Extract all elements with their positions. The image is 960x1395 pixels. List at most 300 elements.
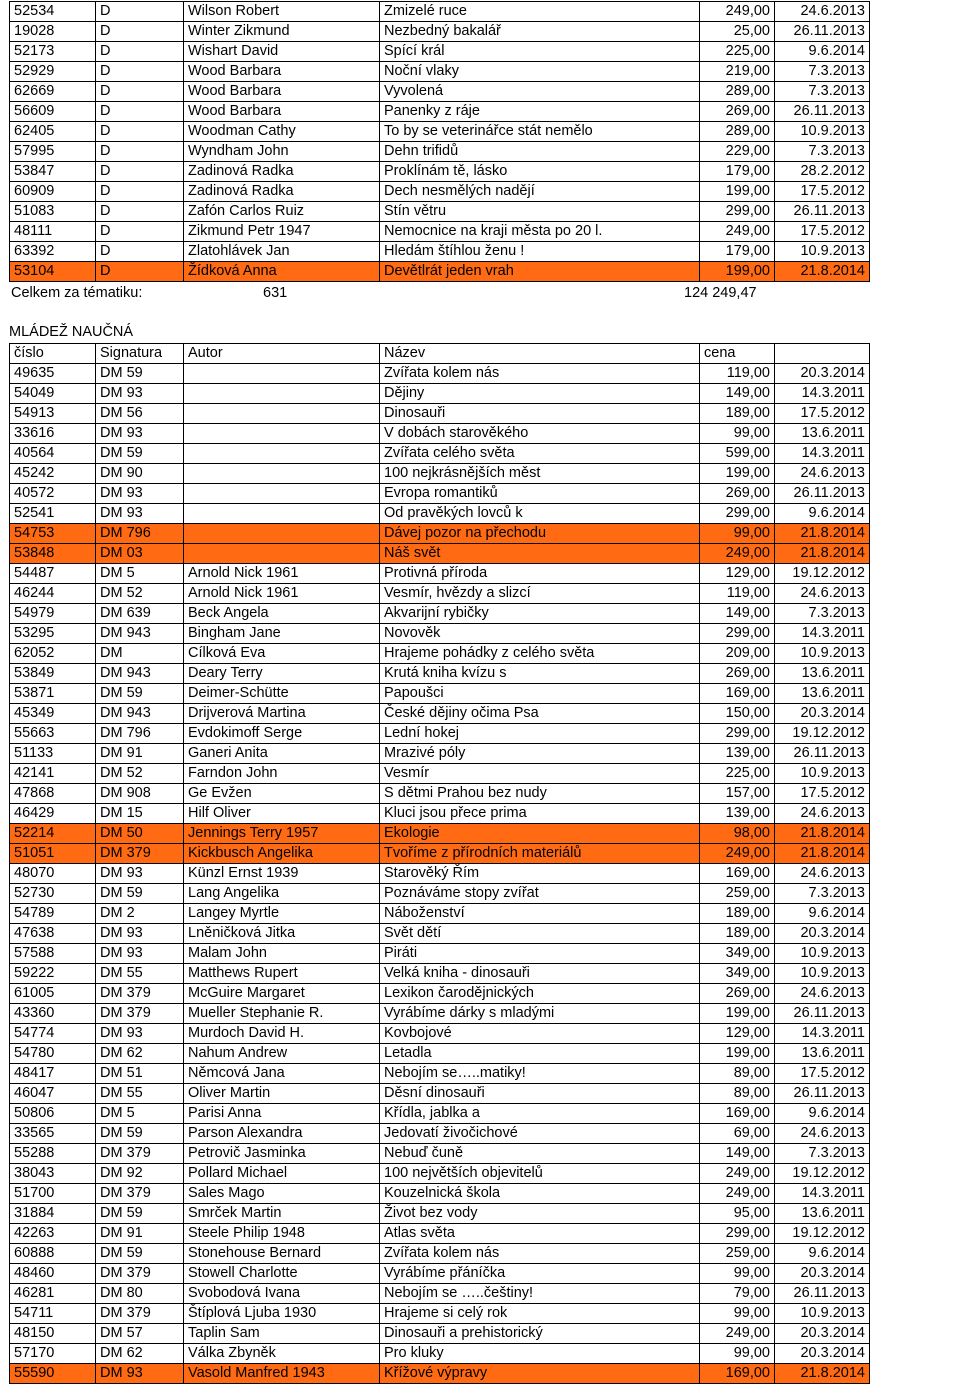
cell-id: 46429 [10,804,96,824]
cell-signature: DM 90 [96,464,184,484]
table-row [10,1184,870,1204]
cell-price: 169,00 [700,684,775,704]
cell-id: 60888 [10,1244,96,1264]
cell-id: 57588 [10,944,96,964]
table-row [10,544,870,564]
cell-title: Křídla, jablka a [380,1104,700,1124]
section-title: MLÁDEŽ NAUČNÁ [9,324,134,340]
cell-date: 24.6.2013 [775,584,870,604]
cell-author: McGuire Margaret [184,984,380,1004]
cell-author: Wood Barbara [184,102,380,122]
cell-signature: DM 943 [96,704,184,724]
cell-id: 40564 [10,444,96,464]
cell-date: 7.3.2013 [775,82,870,102]
cell-author: Beck Angela [184,604,380,624]
table-row [10,1024,870,1044]
table-row [10,162,870,182]
cell-author: Svobodová Ivana [184,1284,380,1304]
cell-id: 54780 [10,1044,96,1064]
cell-author [184,404,380,424]
cell-price: 209,00 [700,644,775,664]
cell-id: 40572 [10,484,96,504]
cell-signature: D [96,242,184,262]
cell-author: Malam John [184,944,380,964]
cell-author: Wood Barbara [184,62,380,82]
table-row [10,924,870,944]
cell-signature: DM 59 [96,884,184,904]
cell-price: 289,00 [700,82,775,102]
cell-author: Stowell Charlotte [184,1264,380,1284]
cell-signature: DM 379 [96,1004,184,1024]
cell-id: 31884 [10,1204,96,1224]
cell-price: 225,00 [700,42,775,62]
cell-id: 56609 [10,102,96,122]
cell-price: 129,00 [700,1024,775,1044]
cell-author: Lang Angelika [184,884,380,904]
cell-date: 13.6.2011 [775,664,870,684]
cell-date: 20.3.2014 [775,704,870,724]
cell-date: 24.6.2013 [775,2,870,22]
table-row [10,1064,870,1084]
cell-signature: DM 52 [96,764,184,784]
cell-title: Život bez vody [380,1204,700,1224]
cell-signature: DM 91 [96,744,184,764]
cell-id: 47638 [10,924,96,944]
cell-date: 7.3.2013 [775,1144,870,1164]
cell-price: 599,00 [700,444,775,464]
cell-price: 349,00 [700,944,775,964]
cell-author: Steele Philip 1948 [184,1224,380,1244]
cell-date: 20.3.2014 [775,1264,870,1284]
cell-id: 62405 [10,122,96,142]
cell-author: Künzl Ernst 1939 [184,864,380,884]
cell-id: 54979 [10,604,96,624]
table-row [10,1004,870,1024]
cell-date: 21.8.2014 [775,544,870,564]
table-row [10,262,870,282]
cell-id: 59222 [10,964,96,984]
cell-id: 45242 [10,464,96,484]
table-row [10,864,870,884]
cell-signature: DM 59 [96,1124,184,1144]
table-row [10,1124,870,1144]
cell-date: 26.11.2013 [775,102,870,122]
cell-title: Vesmír, hvězdy a slizcí [380,584,700,604]
cell-title: Panenky z ráje [380,102,700,122]
table-row [10,744,870,764]
table-row [10,764,870,784]
table-row [10,1104,870,1124]
cell-author: Zadinová Radka [184,182,380,202]
cell-date: 10.9.2013 [775,964,870,984]
cell-date: 9.6.2014 [775,1104,870,1124]
cell-date: 28.2.2012 [775,162,870,182]
header-author: Autor [184,344,380,364]
cell-author [184,484,380,504]
cell-signature: DM 379 [96,984,184,1004]
table-row [10,1264,870,1284]
cell-date: 20.3.2014 [775,1324,870,1344]
table-row [10,644,870,664]
table-row [10,444,870,464]
cell-date: 14.3.2011 [775,384,870,404]
cell-date: 10.9.2013 [775,242,870,262]
cell-title: Dehn trifidů [380,142,700,162]
cell-signature: DM 59 [96,684,184,704]
cell-signature: DM 59 [96,444,184,464]
summary-label: Celkem za tématiku: [11,285,143,301]
cell-title: To by se veterinářce stát nemělo [380,122,700,142]
cell-id: 33565 [10,1124,96,1144]
table-row [10,584,870,604]
cell-author: Parisi Anna [184,1104,380,1124]
table-row [10,804,870,824]
cell-title: Hrajeme si celý rok [380,1304,700,1324]
cell-price: 99,00 [700,524,775,544]
cell-author: Wishart David [184,42,380,62]
cell-title: Mrazivé póly [380,744,700,764]
cell-signature: DM 796 [96,724,184,744]
cell-price: 95,00 [700,1204,775,1224]
cell-title: Ekologie [380,824,700,844]
cell-price: 249,00 [700,2,775,22]
cell-title: Proklínám tě, lásko [380,162,700,182]
cell-price: 249,00 [700,1184,775,1204]
cell-price: 189,00 [700,924,775,944]
table-row [10,984,870,1004]
table-row [10,1304,870,1324]
cell-id: 19028 [10,22,96,42]
cell-date: 17.5.2012 [775,404,870,424]
cell-id: 57170 [10,1344,96,1364]
cell-author: Parson Alexandra [184,1124,380,1144]
cell-title: Hledám štíhlou ženu ! [380,242,700,262]
cell-author: Petrovič Jasminka [184,1144,380,1164]
cell-price: 179,00 [700,162,775,182]
table-header-row [10,344,870,364]
table-row [10,704,870,724]
cell-date: 20.3.2014 [775,364,870,384]
cell-date: 24.6.2013 [775,984,870,1004]
cell-price: 129,00 [700,564,775,584]
table-row [10,1244,870,1264]
cell-price: 169,00 [700,1104,775,1124]
cell-date: 24.6.2013 [775,864,870,884]
cell-price: 199,00 [700,1004,775,1024]
cell-price: 89,00 [700,1084,775,1104]
table-row [10,202,870,222]
cell-price: 219,00 [700,62,775,82]
cell-title: Protivná příroda [380,564,700,584]
cell-title: Svět dětí [380,924,700,944]
cell-date: 21.8.2014 [775,824,870,844]
table-row [10,784,870,804]
cell-id: 60909 [10,182,96,202]
cell-title: Vyrábíme dárky s mladými [380,1004,700,1024]
cell-author: Válka Zbyněk [184,1344,380,1364]
cell-signature: DM 379 [96,1264,184,1284]
cell-title: Nebuď čuně [380,1144,700,1164]
cell-signature: DM 93 [96,1364,184,1384]
cell-title: Zvířata celého světa [380,444,700,464]
table-row [10,684,870,704]
cell-date: 19.12.2012 [775,1224,870,1244]
cell-id: 63392 [10,242,96,262]
cell-date: 17.5.2012 [775,222,870,242]
cell-title: Vyrábíme přáníčka [380,1264,700,1284]
cell-id: 42141 [10,764,96,784]
cell-signature: D [96,142,184,162]
cell-price: 269,00 [700,102,775,122]
table-row [10,604,870,624]
cell-date: 17.5.2012 [775,1064,870,1084]
cell-title: Dávej pozor na přechodu [380,524,700,544]
table-row [10,404,870,424]
cell-title: Pro kluky [380,1344,700,1364]
cell-title: Atlas světa [380,1224,700,1244]
cell-signature: DM 55 [96,1084,184,1104]
cell-price: 269,00 [700,484,775,504]
cell-title: Nebojím se …..češtiny! [380,1284,700,1304]
cell-signature: DM [96,644,184,664]
cell-title: Devětlrát jeden vrah [380,262,700,282]
cell-title: Jedovatí živočichové [380,1124,700,1144]
cell-title: Dech nesmělých nadějí [380,182,700,202]
cell-price: 149,00 [700,604,775,624]
cell-price: 249,00 [700,1164,775,1184]
cell-author: Mueller Stephanie R. [184,1004,380,1024]
cell-title: Papoušci [380,684,700,704]
table-row [10,464,870,484]
cell-author: Zikmund Petr 1947 [184,222,380,242]
cell-price: 299,00 [700,504,775,524]
cell-author [184,464,380,484]
cell-author: Hilf Oliver [184,804,380,824]
table-row [10,624,870,644]
cell-date: 26.11.2013 [775,1004,870,1024]
cell-date: 21.8.2014 [775,524,870,544]
cell-title: Náboženství [380,904,700,924]
cell-title: Stín větru [380,202,700,222]
cell-author: Winter Zikmund [184,22,380,42]
cell-author: Langey Myrtle [184,904,380,924]
cell-date: 20.3.2014 [775,1344,870,1364]
header-price: cena [700,344,775,364]
cell-signature: DM 93 [96,924,184,944]
cell-signature: D [96,262,184,282]
cell-author: Jennings Terry 1957 [184,824,380,844]
cell-author: Arnold Nick 1961 [184,584,380,604]
cell-signature: DM 62 [96,1344,184,1364]
cell-author [184,424,380,444]
header-date [775,344,870,364]
cell-date: 21.8.2014 [775,1364,870,1384]
cell-author: Taplin Sam [184,1324,380,1344]
cell-price: 289,00 [700,122,775,142]
header-signature: Signatura [96,344,184,364]
cell-date: 17.5.2012 [775,182,870,202]
cell-author: Kickbusch Angelika [184,844,380,864]
cell-price: 229,00 [700,142,775,162]
cell-author: Smrček Martin [184,1204,380,1224]
cell-id: 46281 [10,1284,96,1304]
table-row [10,1164,870,1184]
cell-title: Piráti [380,944,700,964]
cell-id: 54711 [10,1304,96,1324]
cell-signature: DM 379 [96,1304,184,1324]
cell-signature: DM 93 [96,1024,184,1044]
cell-price: 199,00 [700,464,775,484]
cell-signature: DM 93 [96,864,184,884]
cell-date: 24.6.2013 [775,804,870,824]
table-row [10,1044,870,1064]
table-row [10,884,870,904]
cell-price: 139,00 [700,744,775,764]
cell-date: 19.12.2012 [775,564,870,584]
cell-author: Cílková Eva [184,644,380,664]
cell-signature: D [96,42,184,62]
cell-author: Lněničková Jitka [184,924,380,944]
cell-price: 299,00 [700,202,775,222]
cell-date: 26.11.2013 [775,1084,870,1104]
cell-author: Oliver Martin [184,1084,380,1104]
cell-price: 199,00 [700,182,775,202]
cell-date: 13.6.2011 [775,1044,870,1064]
cell-title: Evropa romantiků [380,484,700,504]
cell-price: 99,00 [700,1344,775,1364]
summary-total: 124 249,47 [684,285,757,301]
cell-id: 54913 [10,404,96,424]
cell-signature: DM 92 [96,1164,184,1184]
table-row [10,1144,870,1164]
cell-id: 54789 [10,904,96,924]
cell-signature: DM 59 [96,1244,184,1264]
cell-price: 299,00 [700,1224,775,1244]
table-row [10,964,870,984]
cell-id: 52173 [10,42,96,62]
cell-date: 26.11.2013 [775,744,870,764]
table-row [10,844,870,864]
cell-id: 48111 [10,222,96,242]
cell-price: 189,00 [700,904,775,924]
cell-date: 24.6.2013 [775,464,870,484]
cell-author: Sales Mago [184,1184,380,1204]
table-row [10,504,870,524]
cell-signature: D [96,222,184,242]
cell-author: Arnold Nick 1961 [184,564,380,584]
cell-date: 9.6.2014 [775,904,870,924]
table-row [10,564,870,584]
cell-price: 149,00 [700,384,775,404]
cell-price: 89,00 [700,1064,775,1084]
table-youth-nonfiction [9,343,870,1384]
cell-signature: DM 15 [96,804,184,824]
cell-author: Matthews Rupert [184,964,380,984]
table-row [10,484,870,504]
cell-signature: DM 379 [96,1144,184,1164]
cell-signature: DM 59 [96,1204,184,1224]
cell-id: 53104 [10,262,96,282]
cell-date: 13.6.2011 [775,424,870,444]
header-id: číslo [10,344,96,364]
table-row [10,142,870,162]
cell-signature: DM 93 [96,484,184,504]
cell-date: 21.8.2014 [775,262,870,282]
cell-id: 51083 [10,202,96,222]
cell-title: Dinosauři a prehistorický [380,1324,700,1344]
table-row [10,1224,870,1244]
cell-id: 51051 [10,844,96,864]
cell-author: Nahum Andrew [184,1044,380,1064]
table-row [10,944,870,964]
cell-title: Akvarijní rybičky [380,604,700,624]
cell-author: Wyndham John [184,142,380,162]
cell-date: 14.3.2011 [775,1024,870,1044]
cell-price: 119,00 [700,584,775,604]
cell-id: 54487 [10,564,96,584]
table-row [10,524,870,544]
cell-signature: D [96,122,184,142]
table-row [10,1084,870,1104]
cell-price: 259,00 [700,1244,775,1264]
cell-id: 54049 [10,384,96,404]
cell-id: 46047 [10,1084,96,1104]
cell-price: 199,00 [700,1044,775,1064]
cell-title: Spící král [380,42,700,62]
cell-signature: DM 943 [96,624,184,644]
cell-title: Od pravěkých lovců k [380,504,700,524]
cell-author [184,504,380,524]
cell-price: 79,00 [700,1284,775,1304]
cell-id: 48070 [10,864,96,884]
cell-price: 119,00 [700,364,775,384]
cell-author: Deary Terry [184,664,380,684]
cell-title: Velká kniha - dinosauři [380,964,700,984]
cell-id: 52929 [10,62,96,82]
cell-date: 10.9.2013 [775,1304,870,1324]
cell-price: 169,00 [700,1364,775,1384]
cell-signature: D [96,102,184,122]
cell-signature: DM 93 [96,504,184,524]
cell-id: 53849 [10,664,96,684]
cell-price: 269,00 [700,984,775,1004]
cell-author: Ganeri Anita [184,744,380,764]
cell-id: 61005 [10,984,96,1004]
cell-id: 52214 [10,824,96,844]
cell-signature: DM 5 [96,564,184,584]
cell-signature: DM 91 [96,1224,184,1244]
cell-title: Nebojím se…..matiky! [380,1064,700,1084]
cell-signature: D [96,202,184,222]
cell-signature: DM 59 [96,364,184,384]
cell-title: Novověk [380,624,700,644]
table-row [10,102,870,122]
cell-price: 299,00 [700,624,775,644]
cell-signature: D [96,162,184,182]
cell-author: Zadinová Radka [184,162,380,182]
table-row [10,904,870,924]
table-row [10,2,870,22]
cell-title: Letadla [380,1044,700,1064]
cell-id: 50806 [10,1104,96,1124]
cell-price: 189,00 [700,404,775,424]
table-row [10,242,870,262]
table-row [10,1344,870,1364]
cell-author: Žídková Anna [184,262,380,282]
cell-signature: DM 639 [96,604,184,624]
cell-signature: DM 93 [96,944,184,964]
cell-signature: D [96,62,184,82]
